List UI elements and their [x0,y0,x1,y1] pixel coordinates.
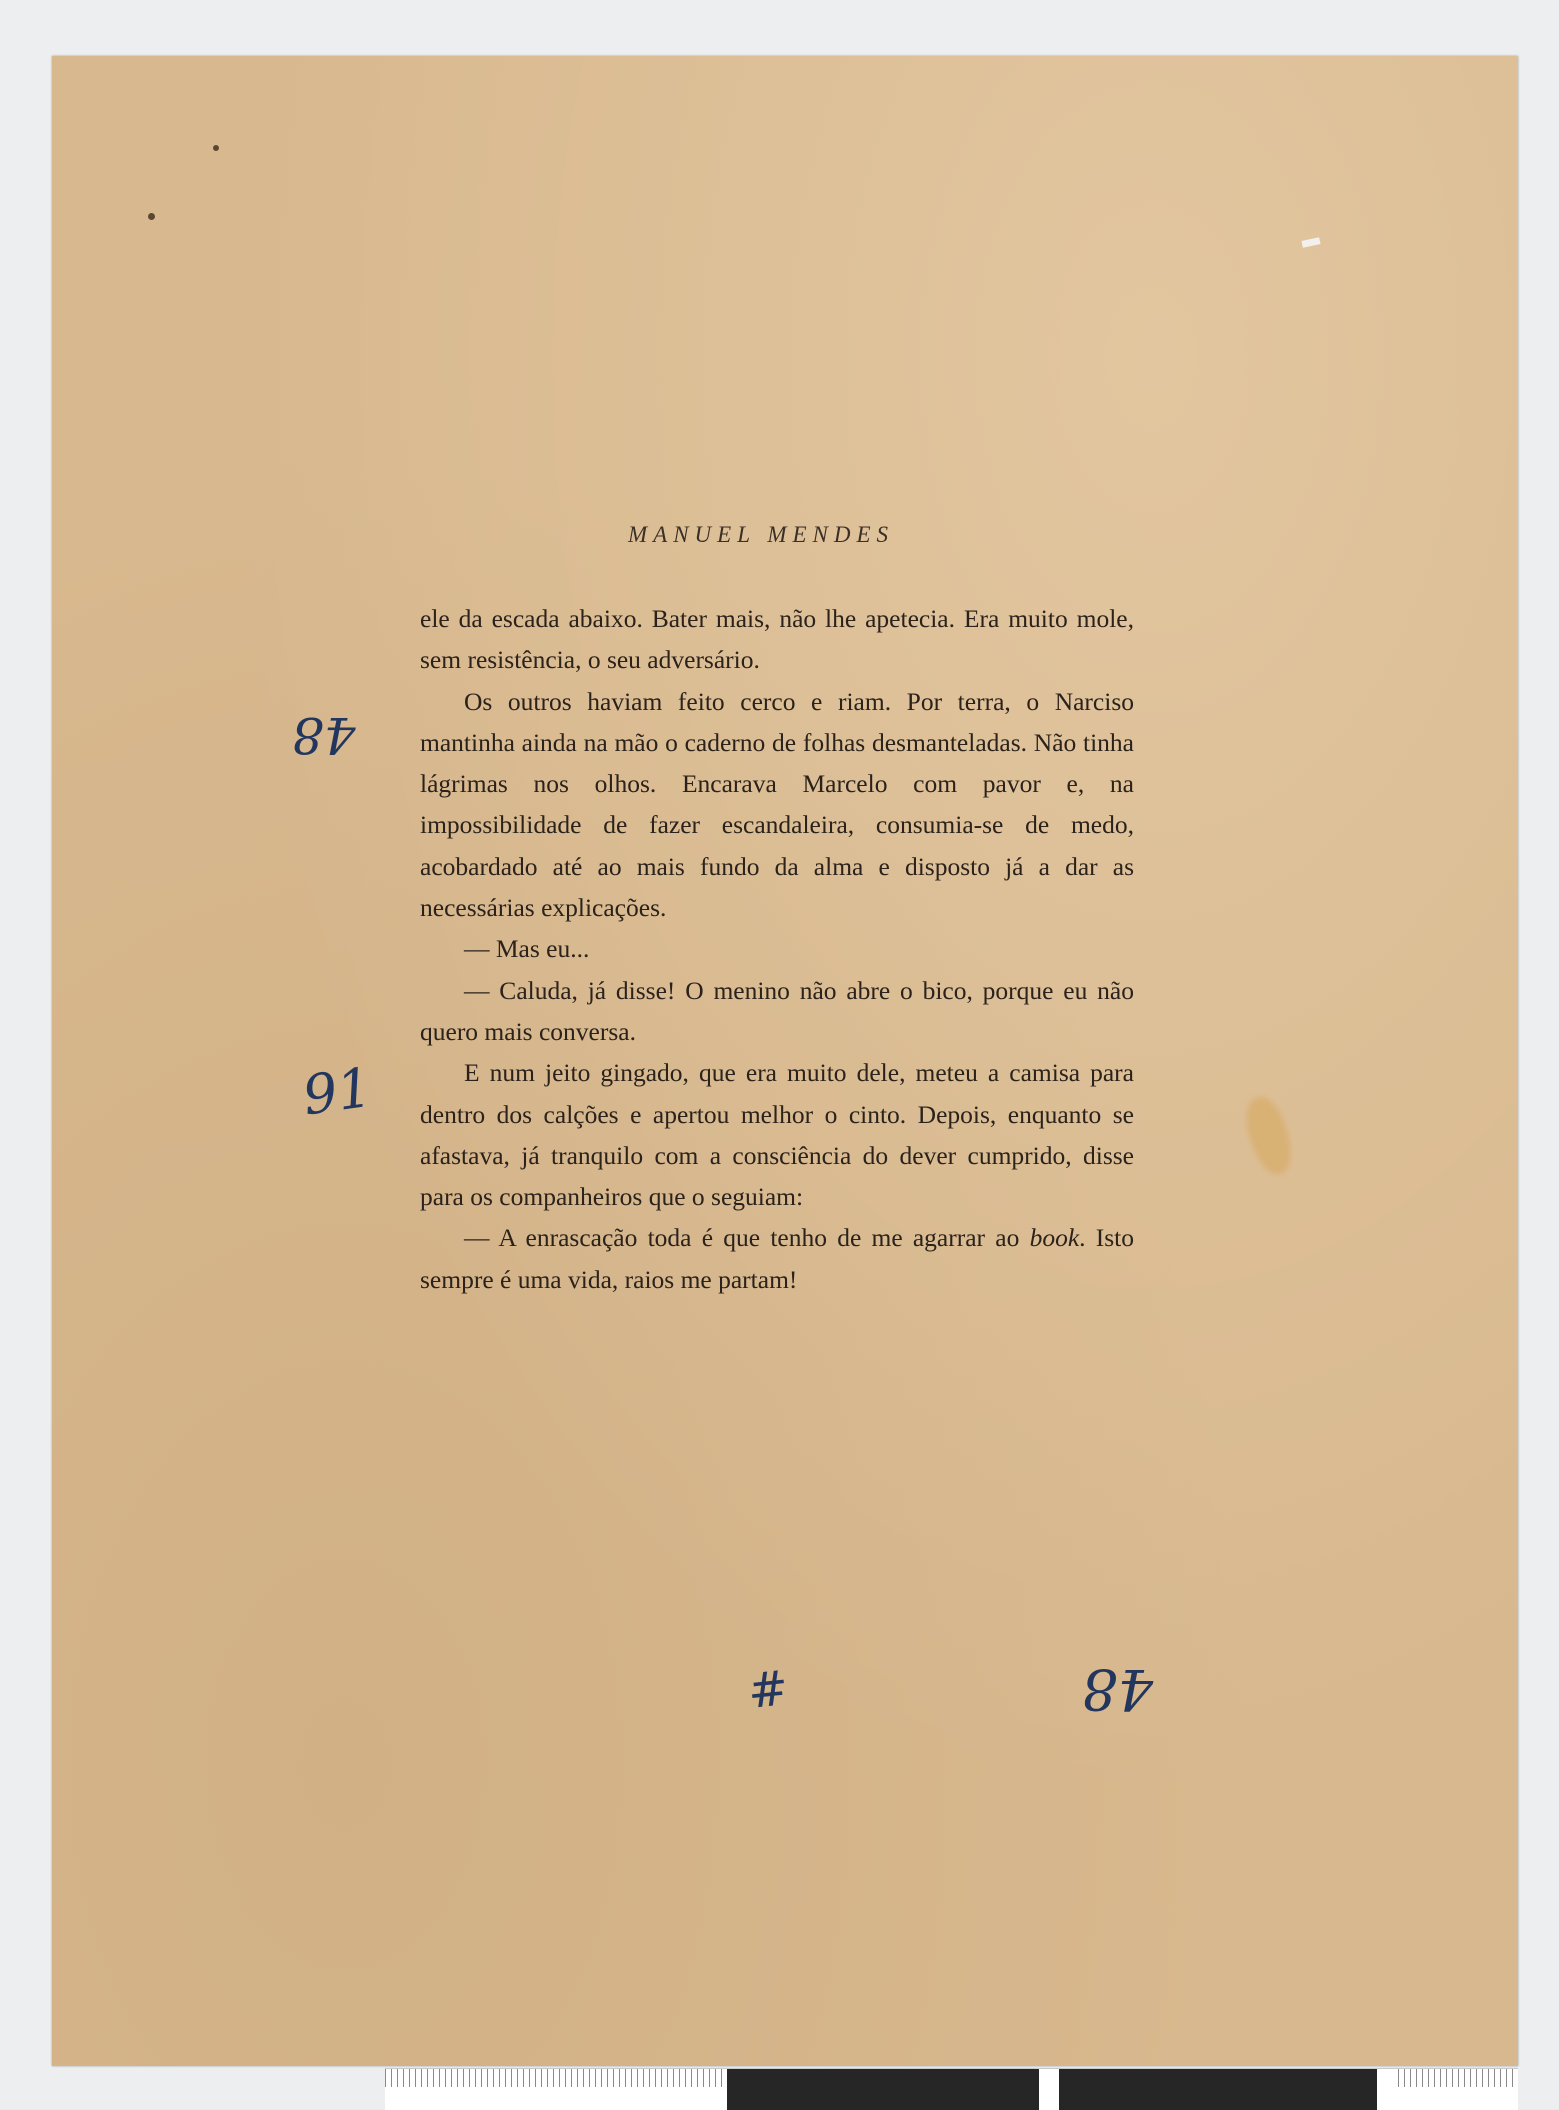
paragraph [420,598,1134,681]
paper-tear-mark [1301,237,1320,248]
paragraph-text: — Mas eu... [464,934,590,964]
paragraph [420,970,1134,1053]
paragraph-text: . Isto sempre é uma vida, raios me partam! [420,1223,1135,1294]
handwritten-page-number-left-middle: 91 [298,1055,376,1128]
handwritten-page-number-left-top: 48 [292,706,356,764]
ruler-ticks [385,2069,725,2087]
handwritten-hash-mark: # [745,1660,792,1720]
paragraph-text: E num jeito gingado, que era muito dele, meteu a camisa para dentro dos calções e apertou melhor o cinto. Depois, enquanto se afastava, já tranquilo com a consciência do dever cumprido, disse para os companheiros que o seguiam: [420,1058,1134,1212]
italic-word: book [1029,1223,1080,1253]
paper-speck [213,145,219,151]
scale-ruler [385,2068,1518,2110]
paragraph [420,681,1134,929]
ruler-color-bar [727,2069,1039,2110]
paper-speck [148,213,155,220]
ruler-color-bar [1059,2069,1377,2110]
paragraph [420,1217,1134,1300]
paragraph-text: — Caluda, já disse! O menino não abre o bico, porque eu não quero mais conversa. [420,975,1134,1046]
running-head: MANUEL MENDES [628,522,895,547]
paragraph-text: ele da escada abaixo. Bater mais, não lhe apetecia. Era muito mole, sem resistência, o seu adversário. [420,604,1134,675]
page-body-text [420,598,1134,1300]
paragraph [420,928,1134,969]
ruler-ticks [1398,2069,1518,2087]
paragraph [420,1052,1134,1217]
paper-stain [1237,1092,1300,1180]
paragraph-text: — A enrascação toda é que tenho de me agarrar ao [464,1223,1030,1253]
handwritten-page-number-bottom-right: 48 [1082,1656,1154,1721]
paragraph-text: Os outros haviam feito cerco e riam. Por terra, o Narciso mantinha ainda na mão o caderno de folhas desmanteladas. Não tinha lágrimas nos olhos. Encarava Marcelo com pavor e, na impossibilidade de fazer escandaleira, consumia-se de medo, acobardado até ao mais fundo da alma e disposto já a dar as necessárias explicações. [420,686,1134,923]
